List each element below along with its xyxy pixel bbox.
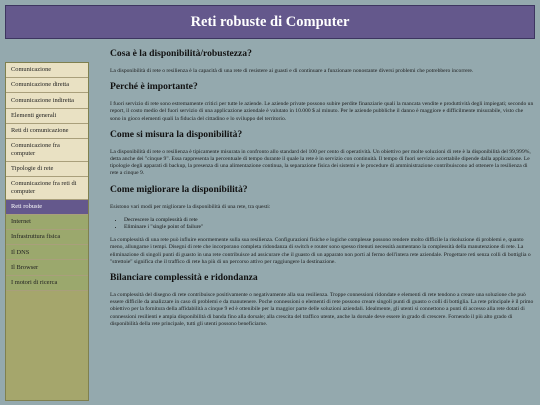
list-item: • Decrescere la complessità di rete — [124, 217, 534, 224]
sidebar-item-elementi-generali[interactable]: Elementi generali — [6, 109, 88, 124]
section-heading: Come si misura la disponibilità? — [110, 128, 243, 140]
section-heading: Come migliorare la disponibilità? — [110, 183, 248, 195]
section-paragraph: I fuori servizio di rete sono estremamente critici per tutte le aziende. Le aziende private possono subire perdite finanziarie quali la mancata vendite e produttività degli impiegati; secondo un report, il costo medio del fuori servizio di una applicazione aziendale è valutato in 10.000 $ al minuto. Per le aziende pubbliche il danno è maggiore e difficilmente misurabile, visto che sono in gioco elementi quali la fiducia del cittadino e lo sviluppo del territorio. — [110, 101, 534, 122]
section-come-migliorare — [110, 184, 534, 266]
section-perche-importante — [110, 81, 534, 123]
section-paragraph: La complessità di una rete può influire enormemente sulla sua resilienza. Configurazioni fisiche e logiche complesse possono rendere molto difficile la risoluzione di problemi e, quanto meno, allungarne i tempi. Disegni di rete che incorporano completa ridondanza di switch e router sono spesso ritenuti necessità aumentano la complessità della manutenzione di rete. La eliminazione di singoli punti di guasto in una rete contribuisce ad assicurare che il guasto di un apparato non porti al fermo dell'intera rete aziendale. Progettare reti senza colli di bottiglia o "strettoie" significa che il traffico di rete ha più di un percorso attivo per raggiungere la destinazione. — [110, 237, 531, 265]
section-paragraph: La complessità del disegno di rete contribuisce positivamente o negativamente alla sua resilienza. Troppe connessioni ridondate e elementi di rete tendono a creare una soluzione che può essere difficile da analizzare in caso di problemi e da manutenere. Poche connessioni o elementi di rete possono creare singoli punti di guasto o colli di bottiglia. La rete principale è il primo obiettivo per la fornitura della affidabilità a cinque 9 ed è ottenibile per la maggior parte delle soluzioni aziendali. Idealmente, gli utenti si connettono a punti di accesso alla rete dotati di connessioni resilienti e ampia disponibilità di banda fino alla dorsale; alla crescita del traffico utente, anche la dorsale deve essere in grado di crescere. Fornendo il più alto grado di disponibilità della rete principale, tutti gli utenti possono beneficiarne. — [110, 292, 534, 327]
bullet-list — [124, 217, 534, 231]
section-heading: Bilanciare complessità e ridondanza — [110, 272, 258, 284]
section-come-si-misura — [110, 129, 534, 178]
section-paragraph: La disponibilità di rete o resilienza è tipicamente misurata in confronto allo standard del 100 per cento di operatività. Un obiettivo per molte soluzioni di rete è la disponibilità del 99,999%, detta anche dei "cinque 9". Essa rappresenta la percentuale di tempo durante il quale la rete è in servizio con continuità. Il tempo di fuori servizio accettabile dipende dalla applicazione. Le tipologie degli apparati di backup, la presenza di una alimentazione continua, la separazione fisica dei sistemi e le procedure di amministrazione contribuiscono ad ottenere la resilienza di rete a cinque 9. — [110, 148, 531, 177]
sidebar-item-reti-di-comunicazione[interactable]: Reti di comunicazione — [6, 124, 88, 139]
section-heading: Perché è importante? — [110, 81, 198, 93]
sidebar-item-infrastruttura-fisica[interactable]: Infrastruttura fisica — [6, 230, 88, 245]
sidebar-item-il-browser[interactable]: Il Browser — [6, 260, 88, 275]
sidebar-item-comunicazione-indiretta[interactable]: Comunicazione indiretta — [6, 93, 88, 108]
sidebar-item-comunicazione-diretta[interactable]: Comunicazione diretta — [6, 78, 88, 93]
sidebar-item-il-dns[interactable]: Il DNS — [6, 245, 88, 260]
section-paragraph: Esistono vari modi per migliorare la disponibilità di una rete, tra questi: — [110, 203, 271, 210]
sidebar-item-comunicazione-fra-computer[interactable]: Comunicazione fra computer — [6, 139, 88, 162]
sidebar-item-internet[interactable]: Internet — [6, 215, 88, 230]
sidebar-item-tipologie-di-rete[interactable]: Tipologie di rete — [6, 162, 88, 177]
sidebar-item-comunicazione[interactable]: Comunicazione — [6, 63, 88, 78]
sidebar-item-motori-di-ricerca[interactable]: I motori di ricerca — [6, 276, 88, 291]
section-bilanciare — [110, 272, 534, 328]
section-heading: Cosa è la disponibilità/robustezza? — [110, 48, 252, 59]
main-content — [110, 48, 534, 334]
sidebar-item-comunicazione-fra-reti[interactable]: Comunicazione fra reti di computer — [6, 177, 88, 200]
page-title: Reti robuste di Computer — [190, 14, 350, 30]
section-cosa-e-disponibilita — [110, 48, 534, 75]
site-header — [5, 5, 535, 39]
list-item: • Eliminare i "single point of failure" — [124, 224, 534, 231]
sidebar-item-reti-robuste[interactable]: Reti robuste — [6, 200, 88, 215]
section-paragraph: La disponibilità di rete o resilienza è la capacità di una rete di resistere ai guasti e di continuare a funzionare nonostante diversi problemi che potrebbero incorrere. — [110, 68, 474, 74]
sidebar-nav — [5, 62, 89, 401]
